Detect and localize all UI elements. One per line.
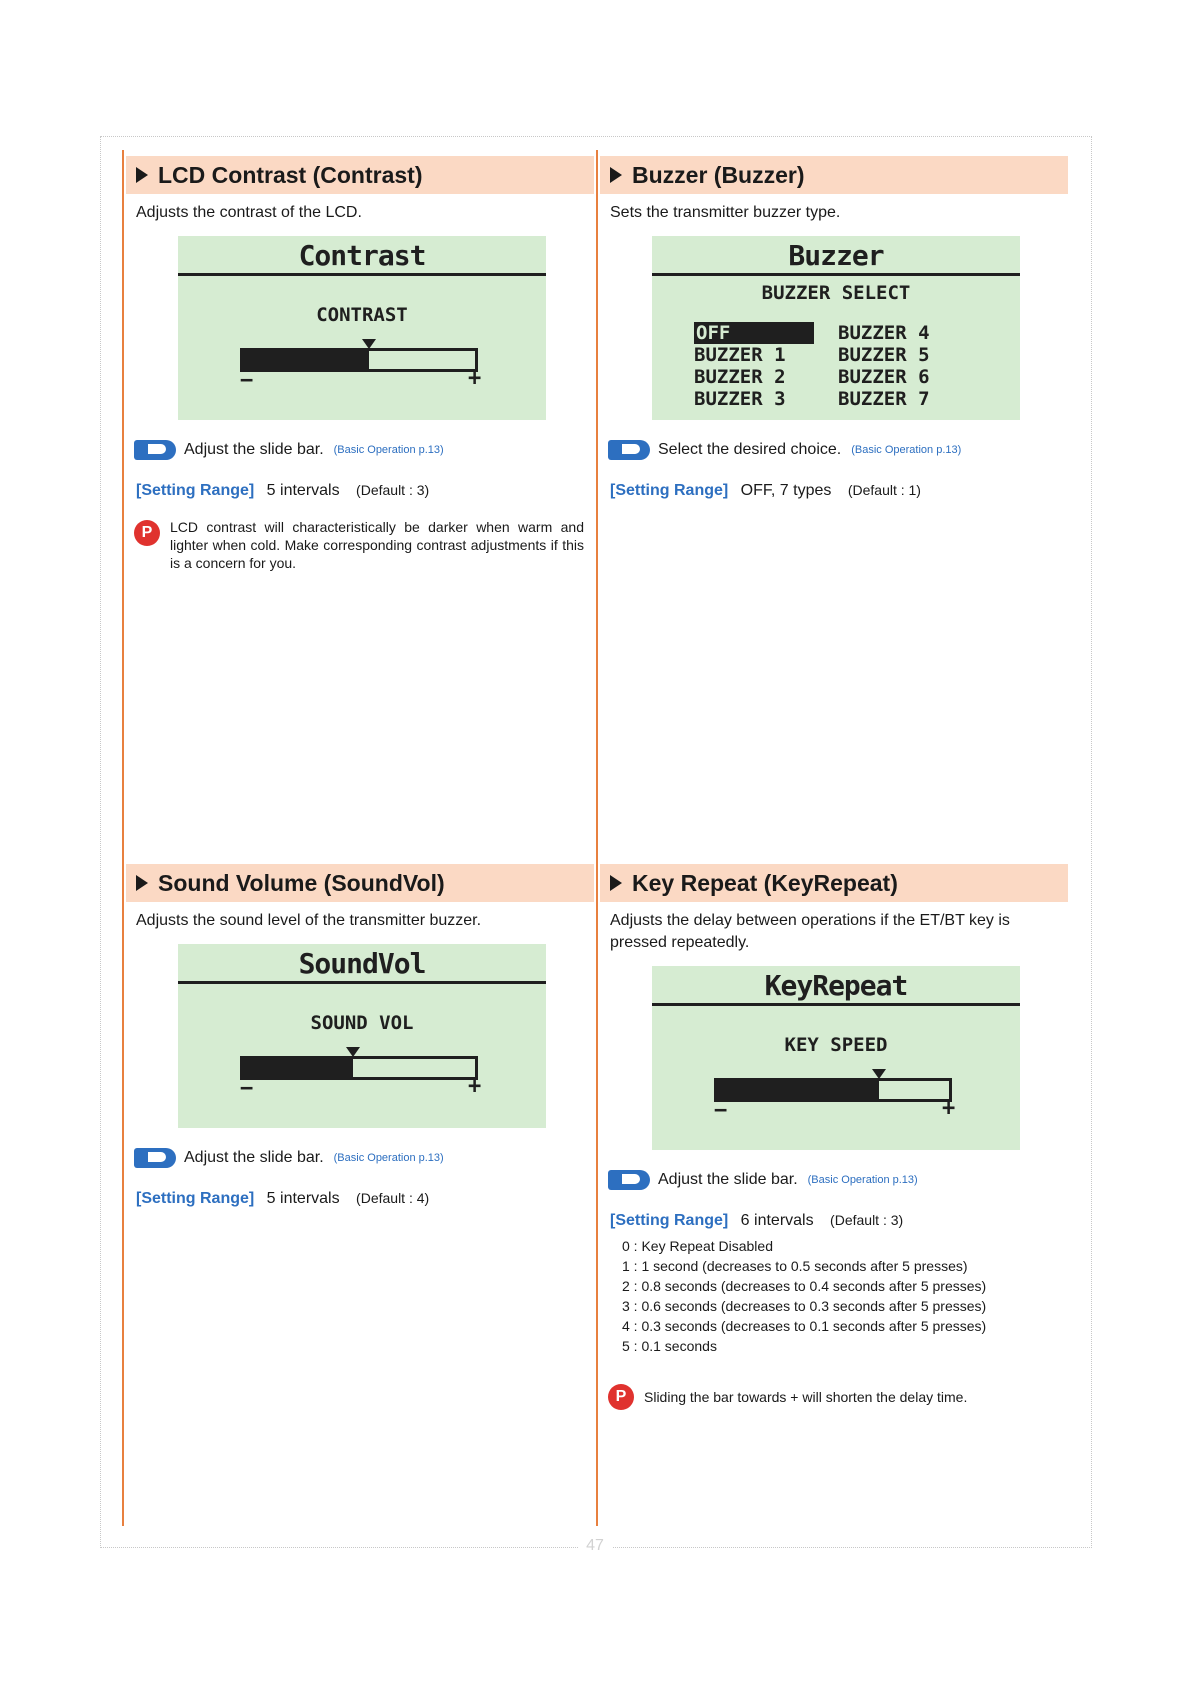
tip-text: Adjust the slide bar. — [184, 1149, 324, 1166]
section-heading — [126, 864, 594, 902]
range-value: 5 intervals — [266, 1190, 340, 1207]
range-default: (Default : 4) — [356, 1190, 430, 1206]
lcd-screen — [178, 236, 546, 420]
range-label: [Setting Range] — [136, 482, 255, 499]
range-value: 6 intervals — [740, 1212, 814, 1229]
buzzer-option[interactable]: BUZZER 2 — [694, 366, 786, 388]
triangle-bullet-icon — [136, 167, 148, 183]
buzzer-option[interactable]: BUZZER 7 — [838, 388, 930, 410]
page-number-text: 47 — [578, 1537, 612, 1554]
buzzer-option[interactable]: BUZZER 3 — [694, 388, 786, 410]
keyrepeat-section — [600, 864, 1068, 1410]
reference-link[interactable]: (Basic Operation p.13) — [333, 1152, 444, 1164]
triangle-bullet-icon — [610, 875, 622, 891]
slide-bar-marker — [872, 1069, 886, 1079]
buzzer-option[interactable]: BUZZER 6 — [838, 366, 930, 388]
pointing-hand-icon — [608, 1170, 650, 1190]
lcd-title: Buzzer — [652, 236, 1020, 276]
reference-link[interactable]: (Basic Operation p.13) — [851, 444, 962, 456]
buzzer-option[interactable]: BUZZER 1 — [694, 344, 786, 366]
list-item: 1 : 1 second (decreases to 0.5 seconds after 5 presses) — [622, 1258, 968, 1274]
range-default: (Default : 3) — [830, 1212, 904, 1228]
plus-sign: + — [468, 366, 482, 391]
plus-sign: + — [942, 1096, 956, 1121]
lcd-screen — [652, 966, 1020, 1150]
slide-bar-fill — [714, 1081, 879, 1099]
point-note — [134, 518, 584, 572]
range-default: (Default : 3) — [356, 482, 430, 498]
range-value: 5 intervals — [266, 482, 340, 499]
slide-bar-fill — [240, 351, 369, 369]
heading-text: Buzzer (Buzzer) — [632, 161, 805, 188]
interval-list — [622, 1236, 1058, 1356]
note-text: Sliding the bar towards + will shorten the delay time. — [644, 1389, 968, 1405]
reference-link[interactable]: (Basic Operation p.13) — [807, 1174, 918, 1186]
setting-range — [610, 482, 1058, 500]
triangle-bullet-icon — [136, 875, 148, 891]
lcd-title: Contrast — [178, 236, 546, 276]
heading-text: LCD Contrast (Contrast) — [158, 161, 423, 188]
list-item: 4 : 0.3 seconds (decreases to 0.1 seconds after 5 presses) — [622, 1318, 987, 1334]
minus-sign: − — [240, 1076, 254, 1101]
slide-bar — [714, 1078, 952, 1102]
operation-tip — [134, 440, 584, 460]
setting-range — [136, 482, 584, 500]
contrast-section — [126, 156, 594, 572]
point-p-icon: P — [134, 520, 160, 546]
soundvol-section — [126, 864, 594, 1208]
pointing-hand-icon — [134, 1148, 176, 1168]
minus-sign: − — [714, 1098, 728, 1123]
list-item: 2 : 0.8 seconds (decreases to 0.4 seconds after 5 presses) — [622, 1278, 987, 1294]
slide-bar-marker — [362, 339, 376, 349]
tip-text: Adjust the slide bar. — [184, 441, 324, 458]
list-item: 5 : 0.1 seconds — [622, 1338, 717, 1354]
tip-text: Adjust the slide bar. — [658, 1171, 798, 1188]
range-default: (Default : 1) — [847, 482, 921, 498]
pointing-hand-icon — [608, 440, 650, 460]
lcd-label: BUZZER SELECT — [761, 282, 911, 304]
lcd-title: SoundVol — [178, 944, 546, 984]
range-label: [Setting Range] — [136, 1190, 255, 1207]
buzzer-section — [600, 156, 1068, 500]
lcd-screen — [652, 236, 1020, 420]
slide-bar — [240, 1056, 478, 1080]
plus-sign: + — [468, 1074, 482, 1099]
right-column-rule — [596, 150, 598, 1526]
buzzer-option-selected[interactable]: OFF — [694, 322, 814, 344]
description: Sets the transmitter buzzer type. — [610, 204, 841, 221]
lcd-screen — [178, 944, 546, 1128]
range-value: OFF, 7 types — [740, 482, 832, 499]
list-item: 0 : Key Repeat Disabled — [622, 1238, 773, 1254]
operation-tip — [608, 1170, 1058, 1190]
description: Adjusts the delay between operations if the ET/BT key is pressed repeatedly. — [610, 912, 1010, 951]
description: Adjusts the sound level of the transmitter buzzer. — [136, 912, 482, 929]
lcd-title: KeyRepeat — [652, 966, 1020, 1006]
triangle-bullet-icon — [610, 167, 622, 183]
note-text: LCD contrast will characteristically be darker when warm and lighter when cold. Make corresponding contrast adjustments if this is a concern for you. — [170, 519, 584, 571]
range-label: [Setting Range] — [610, 482, 729, 499]
point-p-icon: P — [608, 1384, 634, 1410]
range-label: [Setting Range] — [610, 1212, 729, 1229]
setting-range — [610, 1212, 1058, 1230]
lcd-label: KEY SPEED — [784, 1034, 888, 1056]
lcd-label: CONTRAST — [316, 304, 408, 326]
slide-bar-fill — [240, 1059, 353, 1077]
operation-tip — [134, 1148, 584, 1168]
buzzer-option[interactable]: BUZZER 4 — [838, 322, 930, 344]
operation-tip — [608, 440, 1058, 460]
heading-text: Key Repeat (KeyRepeat) — [632, 869, 898, 896]
buzzer-option[interactable]: BUZZER 5 — [838, 344, 930, 366]
slide-bar — [240, 348, 478, 372]
lcd-label: SOUND VOL — [310, 1012, 414, 1034]
buzzer-options — [694, 322, 1020, 410]
setting-range — [136, 1190, 584, 1208]
description: Adjusts the contrast of the LCD. — [136, 204, 362, 221]
section-heading — [126, 156, 594, 194]
minus-sign: − — [240, 368, 254, 393]
left-column-rule — [122, 150, 124, 1526]
tip-text: Select the desired choice. — [658, 441, 842, 458]
section-heading — [600, 864, 1068, 902]
slide-bar-marker — [346, 1047, 360, 1057]
page-number — [0, 1537, 1190, 1555]
pointing-hand-icon — [134, 440, 176, 460]
list-item: 3 : 0.6 seconds (decreases to 0.3 seconds after 5 presses) — [622, 1298, 987, 1314]
heading-text: Sound Volume (SoundVol) — [158, 869, 445, 896]
reference-link[interactable]: (Basic Operation p.13) — [333, 444, 444, 456]
section-heading — [600, 156, 1068, 194]
point-note — [608, 1384, 1058, 1410]
